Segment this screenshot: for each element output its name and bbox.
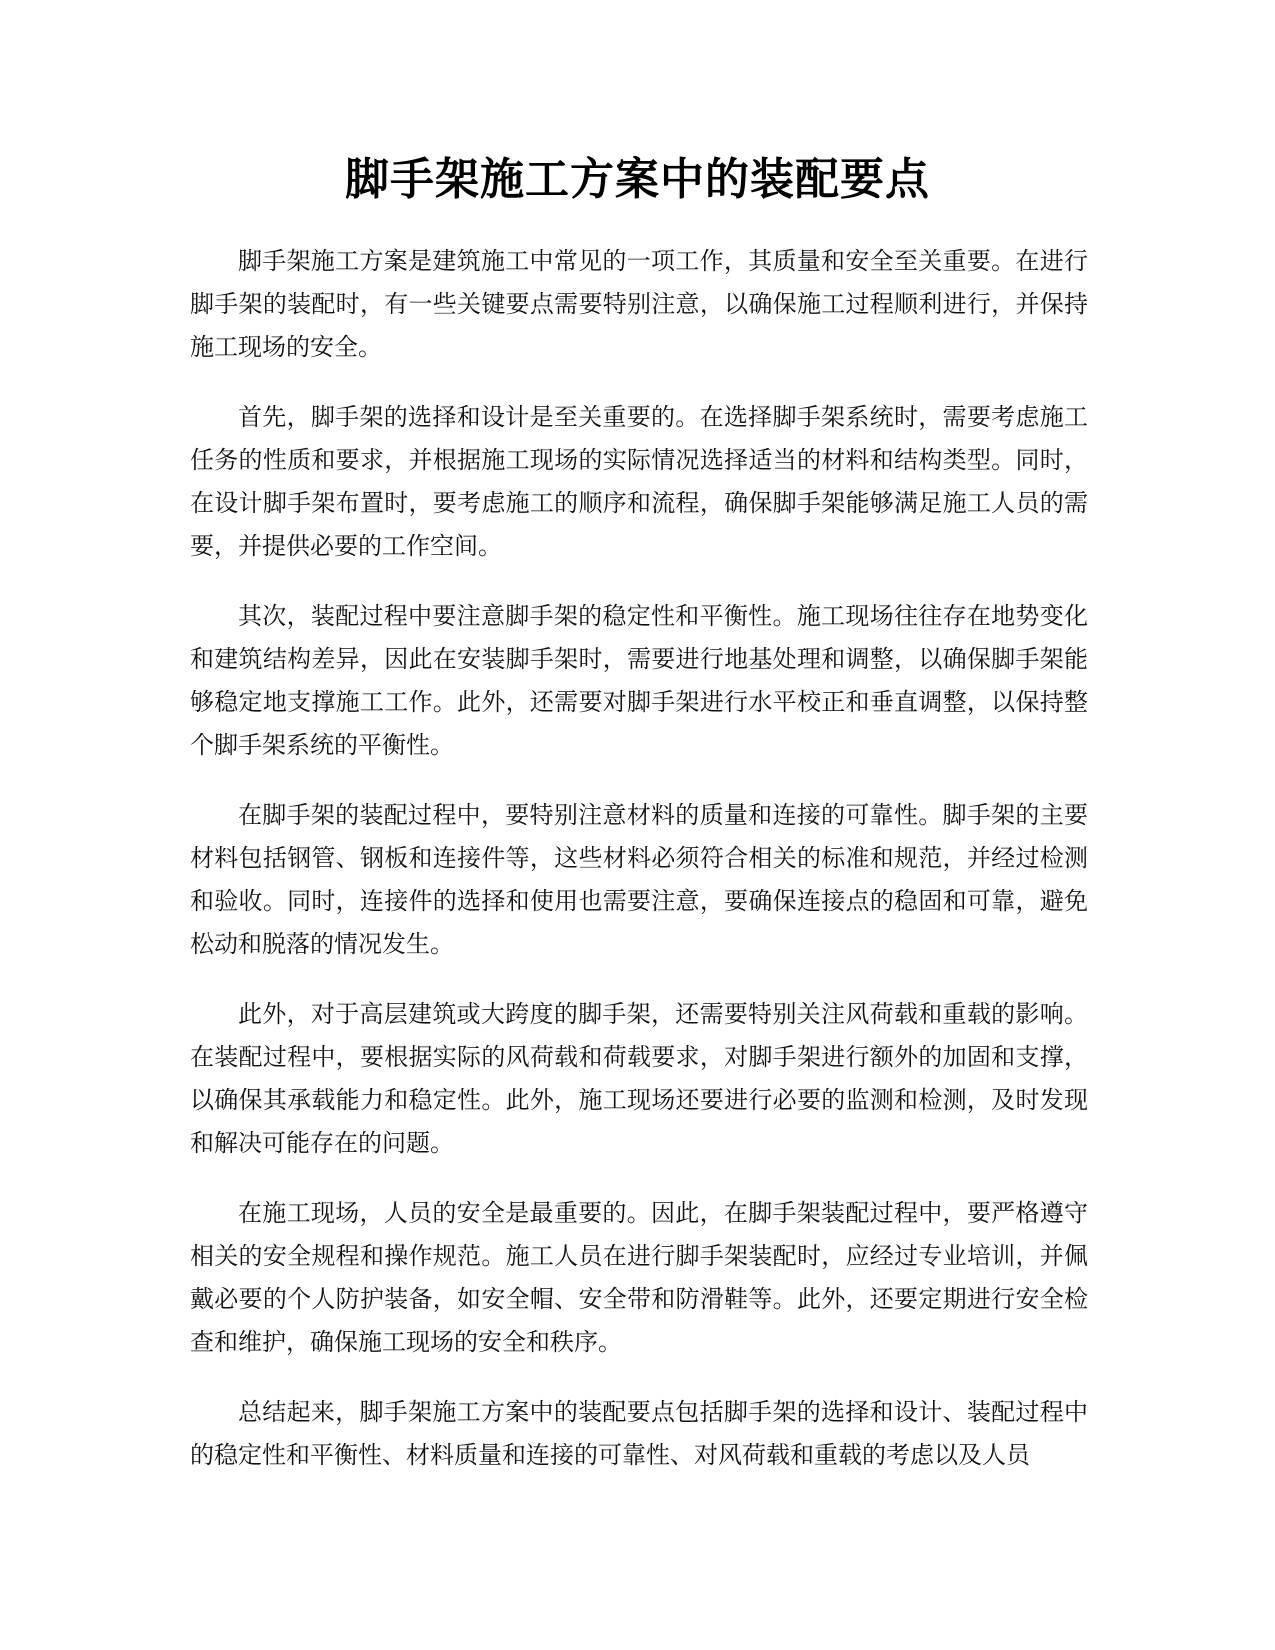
document-title: 脚手架施工方案中的装配要点 (345, 154, 930, 205)
paragraph-stability-balance: 其次，装配过程中要注意脚手架的稳定性和平衡性。施工现场往往存在地势变化和建筑结构差异，因此在安装脚手架时，需要进行地基处理和调整，以确保脚手架能够稳定地支撑施工工作。此外，还需要对脚手架进行水平校正和垂直调整，以保持整个脚手架系统的平衡性。 (190, 602, 1088, 759)
document-body (190, 240, 1088, 1504)
paragraph-personnel-safety: 在施工现场，人员的安全是最重要的。因此，在脚手架装配过程中，要严格遵守相关的安全规程和操作规范。施工人员在进行脚手架装配时，应经过专业培训，并佩戴必要的个人防护装备，如安全帽、安全带和防滑鞋等。此外，还要定期进行安全检查和维护，确保施工现场的安全和秩序。 (190, 1199, 1088, 1356)
paragraph-selection-design: 首先，脚手架的选择和设计是至关重要的。在选择脚手架系统时，需要考虑施工任务的性质和要求，并根据施工现场的实际情况选择适当的材料和结构类型。同时，在设计脚手架布置时，要考虑施工的顺序和流程，确保脚手架能够满足施工人员的需要，并提供必要的工作空间。 (190, 403, 1088, 560)
paragraph-summary: 总结起来，脚手架施工方案中的装配要点包括脚手架的选择和设计、装配过程中的稳定性和平衡性、材料质量和连接的可靠性、对风荷载和重载的考虑以及人员 (190, 1398, 1088, 1469)
paragraph-material-quality: 在脚手架的装配过程中，要特别注意材料的质量和连接的可靠性。脚手架的主要材料包括钢管、钢板和连接件等，这些材料必须符合相关的标准和规范，并经过检测和验收。同时，连接件的选择和使用也需要注意，要确保连接点的稳固和可靠，避免松动和脱落的情况发生。 (190, 801, 1088, 958)
paragraph-wind-load: 此外，对于高层建筑或大跨度的脚手架，还需要特别关注风荷载和重载的影响。在装配过程中，要根据实际的风荷载和荷载要求，对脚手架进行额外的加固和支撑，以确保其承载能力和稳定性。此外，施工现场还要进行必要的监测和检测，及时发现和解决可能存在的问题。 (190, 1000, 1088, 1157)
paragraph-intro: 脚手架施工方案是建筑施工中常见的一项工作，其质量和安全至关重要。在进行脚手架的装配时，有一些关键要点需要特别注意，以确保施工过程顺利进行，并保持施工现场的安全。 (190, 247, 1088, 361)
